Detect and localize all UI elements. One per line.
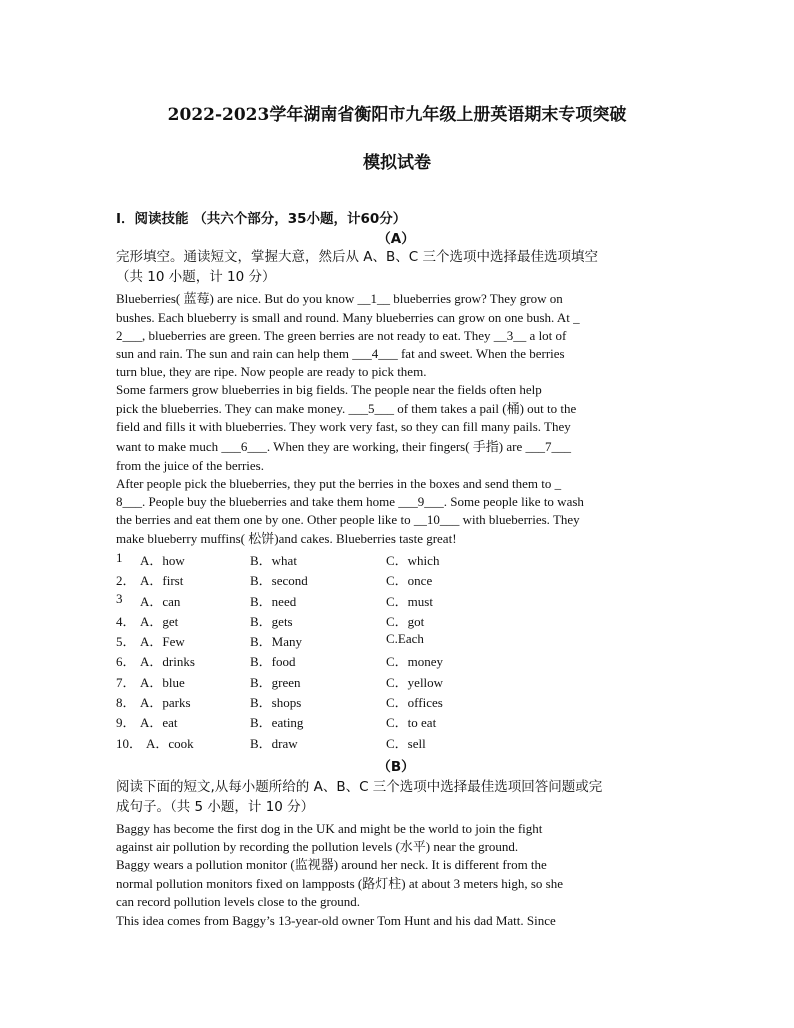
question-number: 4． bbox=[116, 614, 136, 629]
part-a-instruction-1: 完形填空。通读短文，掌握大意，然后从 A、B、C 三个选项中选择最佳选项填空 bbox=[116, 249, 599, 265]
passage-line: bushes. Each blueberry is small and round. Many blueberries can grow on one bush. At _ bbox=[116, 310, 580, 325]
question-number: 8． bbox=[116, 695, 136, 710]
option-a: A．get bbox=[140, 614, 179, 629]
option-c: C．sell bbox=[386, 736, 426, 751]
option-a: A．blue bbox=[140, 675, 185, 690]
passage-line: This idea comes from Baggy’s 13-year-old owner Tom Hunt and his dad Matt. Since bbox=[116, 913, 556, 928]
option-c: C．must bbox=[386, 594, 433, 609]
option-b: B．what bbox=[250, 553, 297, 568]
option-b: B．second bbox=[250, 573, 308, 588]
passage-line: Baggy has become the first dog in the UK and might be the world to join the fight bbox=[116, 821, 543, 836]
question-number: 9． bbox=[116, 715, 136, 730]
question-number: 7． bbox=[116, 675, 136, 690]
part-a-instruction-2: （共 10 小题，计 10 分） bbox=[116, 269, 276, 285]
option-c: C．once bbox=[386, 573, 433, 588]
option-a: A．Few bbox=[140, 634, 185, 649]
passage-line: Blueberries( 蓝莓) are nice. But do you know __1__ blueberries grow? They grow on bbox=[116, 291, 563, 306]
option-c: C．which bbox=[386, 553, 440, 568]
option-b: B．draw bbox=[250, 736, 298, 751]
passage-line: the berries and eat them one by one. Other people like to __10___ with blueberries. They bbox=[116, 512, 580, 527]
passage-line: 2___, blueberries are green. The green berries are not ready to eat. They __3__ a lot of bbox=[116, 328, 567, 343]
part-b-label: （B） bbox=[377, 759, 415, 775]
section-heading: I．阅读技能 （共六个部分，35小题，计60分） bbox=[116, 211, 407, 227]
passage-line: 8___. People buy the blueberries and take them home ___9___. Some people like to wash bbox=[116, 494, 584, 509]
passage-line: After people pick the blueberries, they put the berries in the boxes and send them to _ bbox=[116, 476, 562, 491]
option-b: B．food bbox=[250, 654, 296, 669]
passage-line: can record pollution levels close to the ground. bbox=[116, 894, 361, 909]
question-number: 10． bbox=[116, 736, 143, 751]
question-number: 1 bbox=[116, 550, 123, 565]
option-c: C．yellow bbox=[386, 675, 444, 690]
passage-line: pick the blueberries. They can make money. ___5___ of them takes a pail (桶) out to the bbox=[116, 401, 577, 416]
part-b-instruction-2: 成句子。（共 5 小题，计 10 分） bbox=[116, 799, 315, 815]
option-b: B．gets bbox=[250, 614, 293, 629]
option-c: C．to eat bbox=[386, 715, 437, 730]
option-a: A．first bbox=[140, 573, 184, 588]
passage-line: Some farmers grow blueberries in big fields. The people near the fields often help bbox=[116, 382, 542, 397]
passage-line: against air pollution by recording the pollution levels (水平) near the ground. bbox=[116, 839, 519, 854]
option-c: C．offices bbox=[386, 695, 443, 710]
passage-line: from the juice of the berries. bbox=[116, 458, 264, 473]
option-a: A．cook bbox=[146, 736, 194, 751]
document-title-line2: 模拟试卷 bbox=[363, 153, 431, 173]
passage-line: make blueberry muffins( 松饼)and cakes. Blueberries taste great! bbox=[116, 531, 457, 546]
passage-line: normal pollution monitors fixed on lampposts (路灯柱) at about 3 meters high, so she bbox=[116, 876, 564, 891]
passage-line: field and fills it with blueberries. They work very fast, so they can fill many pails. They bbox=[116, 419, 571, 434]
option-a: A．eat bbox=[140, 715, 178, 730]
question-number: 5． bbox=[116, 634, 136, 649]
option-a: A．drinks bbox=[140, 654, 195, 669]
option-b: B．green bbox=[250, 675, 301, 690]
option-c: C．money bbox=[386, 654, 444, 669]
question-number: 6． bbox=[116, 654, 136, 669]
option-b: B．eating bbox=[250, 715, 304, 730]
passage-line: sun and rain. The sun and rain can help them ___4___ fat and sweet. When the berries bbox=[116, 346, 565, 361]
option-b: B．shops bbox=[250, 695, 302, 710]
option-a: A．how bbox=[140, 553, 185, 568]
option-c: C．got bbox=[386, 614, 425, 629]
question-number: 3 bbox=[116, 591, 123, 606]
passage-line: Baggy wears a pollution monitor (监视器) around her neck. It is different from the bbox=[116, 857, 547, 872]
option-b: B．need bbox=[250, 594, 297, 609]
passage-line: turn blue, they are ripe. Now people are ready to pick them. bbox=[116, 364, 427, 379]
question-number: 2． bbox=[116, 573, 136, 588]
option-a: A．parks bbox=[140, 695, 191, 710]
document-title-line1: 2022-2023学年湖南省衡阳市九年级上册英语期末专项突破 bbox=[167, 105, 627, 125]
option-b: B．Many bbox=[250, 634, 303, 649]
part-a-label: （A） bbox=[377, 231, 415, 247]
option-a: A．can bbox=[140, 594, 181, 609]
part-b-instruction-1: 阅读下面的短文,从每小题所给的 A、B、C 三个选项中选择最佳选项回答问题或完 bbox=[116, 779, 603, 795]
passage-line: want to make much ___6___. When they are working, their fingers( 手指) are ___7___ bbox=[116, 439, 572, 454]
option-c: C.Each bbox=[386, 631, 424, 646]
